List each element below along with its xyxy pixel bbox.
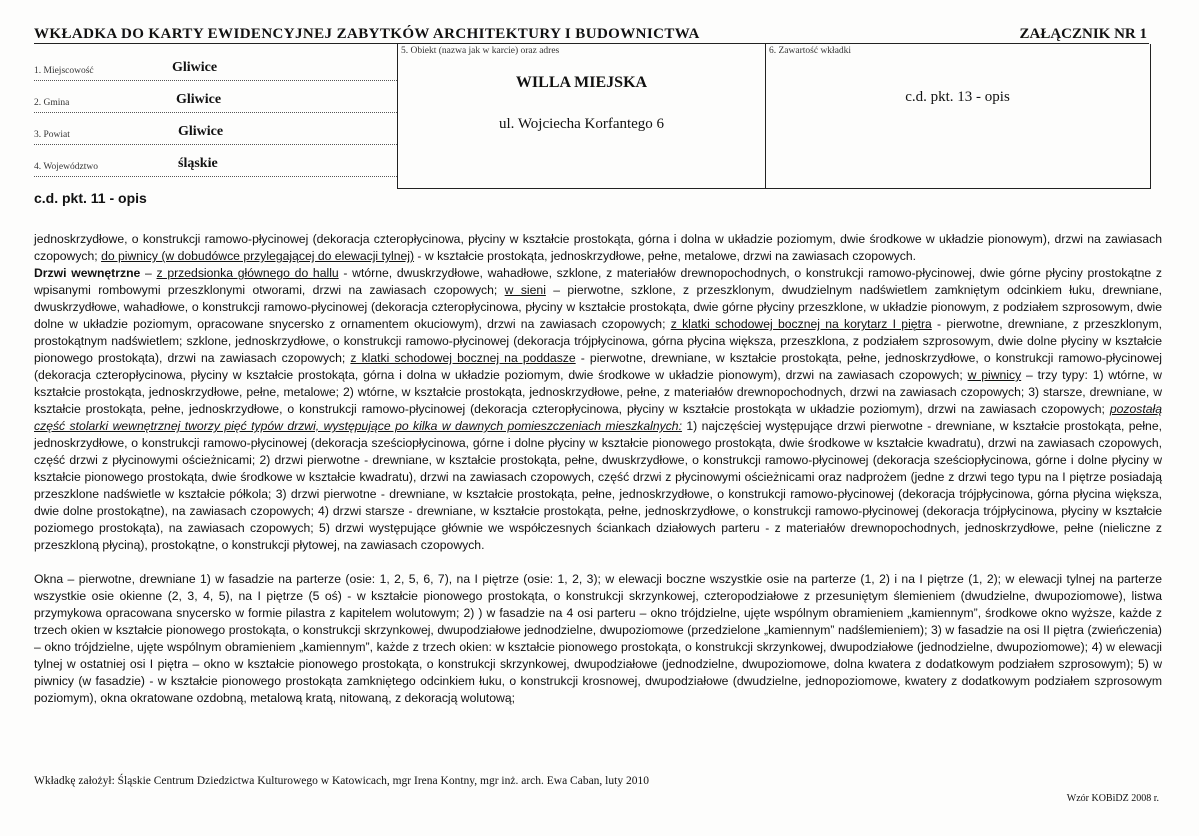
field-divider	[34, 176, 397, 177]
text-segment: 1) najczęściej występujące drzwi pierwotne - drewniane, w kształcie prostokąta, pełne, jednoskrzydłowe, o konstrukcji ramowo-płycinowej (dekoracja sześciopłycinowa, górne i dolne płyciny w kształcie pionowego prostokąta, dwie środkowe w kształcie kwadratu), drzwi na zawiasach czopowych, część drzwi z płycinowymi ościeżnicami; 2) drzwi pierwotne - drewniane, w kształcie prostokąta, pełne, dwuskrzydłowe, o konstrukcji ramowo-płycinowej (dekoracja sześciopłycinowa, górne i dolne płyciny w kształcie pionowego prostokąta, dwie środkowe w kształcie kwadratu), drzwi na zawiasach czopowych, część drzwi z płycinowymi ościeżnicami oraz nadprożem (jedne z drzwi tego typu na I piętrze posiadają przeszklone nadświetle w kształcie półkola; 3) drzwi pierwotne - drewniane, w kształcie prostokąta, pełne, jednoskrzydłowe, o konstrukcji ramowo-płycinowej (dekoracja trójpłycinowa, górna płycina większa, dwie dolne prostokątne), na zawiasach czopowych; 4) drzwi starsze - drewniane, w kształcie prostokąta, pełne, jednoskrzydłowe, o konstrukcji ramowo-płycinowej (dekoracja trójpłycinowa, płyciny w kształcie poziomego prostokąta), na zawiasach czopowych; 5) drzwi występujące głównie we współczesnych ściankach działowych parteru - z materiałów drewnopochodnych, jednoskrzydłowe, pełne (nieliczne z przeszkloną płyciną), prostokątne, o konstrukcji płytowej, na zawiasach czopowych.	[34, 419, 1162, 552]
text-segment: Okna – pierwotne, drewniane 1) w fasadzie na parterze (osie: 1, 2, 5, 6, 7), na I piętrze (osie: 1, 2, 3); w elewacji boczne wszystkie osie na parterze (1, 2) i na I piętrze (1, 2); w elewacji tylnej na parterze wszystkie osie okienne (2, 3, 4, 5), na I piętrze (5 oś) - w kształcie pionowego prostokąta, o konstrukcji skrzynkowej, czteropodziałowe z przesuniętym ślemieniem (dwudzielne, dwupoziomowe), listwa przymykowa opracowana snycersko w formie pilastra z kapitelem wolutowym; 2) ) w fasadzie na 4 osi parteru – okno trójdzielne, ujęte wspólnym obramieniem „kamiennym”, środkowe okno wyższe, każde z trzech okien w kształcie pionowego prostokąta, o konstrukcji skrzynkowej, dwupodziałowe jednodzielne, dwupoziomowe (przedzielone „kamiennym” nadślemieniem); 3) w fasadzie na osi II piętra (zwieńczenia) – okno trójdzielne, ujęte wspólnym obramieniem „kamiennym”, każde z trzech okien: w kształcie pionowego prostokąta, o konstrukcji skrzynkowej, dwupodziałowe (jednodzielne, dwupoziomowe); 4) w elewacji tylnej w ostatniej osi I piętra – okno w kształcie pionowego prostokąta, o konstrukcji skrzynkowej, dwupodziałowe (jednodzielne, dwupoziomowe, dolna kwatera z dodatkowym podziałem szprosowym); 5) w piwnicy (w fasadzie) - w kształcie pionowego prostokąta zamkniętego odcinkiem łuku, o konstrukcji krosnowej, dwupodziałowe (dwudzielne, jednopoziomowe, kwatery z dodatkowym podziałem szprosowym poziomym), okna okratowane ozdobną, metalową kratą, nitowaną, z dekoracją wolutową;	[34, 572, 1162, 705]
wojewodztwo-value: śląskie	[178, 156, 218, 171]
section-heading: c.d. pkt. 11 - opis	[34, 190, 147, 206]
text-segment: –	[140, 266, 157, 280]
footer-template-version: Wzór KOBiDZ 2008 r.	[1066, 793, 1159, 804]
text-segment: - pierwotne, drewniane, w kształcie prostokąta, pełne, jednoskrzydłowe, o konstrukcji ramowo-płycinowej (dekoracja czteropłycinowa, płyciny w kształcie prostokąta, górna i dolna w układzie poziomym, dwie środkowe w układzie pionowym), drzwi na zawiasach czopowych;	[34, 351, 1163, 382]
description-body	[34, 231, 1162, 707]
text-segment: – pierwotne, szklone, z przeszklonym, dwudzielnym nadświetlem zamkniętym odcinkiem łuku, drewniane, dwuskrzydłowe, wahadłowe, o konstrukcji ramowo-płycinowej (dekoracja czteropłycinowa, płyciny w kształcie prostokąta, dwie górne płyciny przeszklone, w układzie pionowym, z podziałem szprosowym, dwie dolne w układzie poziomym, opracowane snycersko z ornamentem okuciowym), drzwi na zawiasach czopowych;	[34, 283, 1162, 331]
text-segment: Drzwi wewnętrzne	[34, 266, 141, 280]
powiat-value: Gliwice	[178, 124, 224, 139]
text-segment: z klatki schodowej bocznej na poddasze	[350, 351, 576, 365]
text-segment: z przedsionka głównego do hallu	[156, 266, 339, 280]
wojewodztwo-label: 4. Województwo	[34, 162, 98, 172]
form-title: WKŁADKA DO KARTY EWIDENCYJNEJ ZABYTKÓW ARCHITEKTURY I BUDOWNICTWA	[34, 26, 700, 42]
insert-content-label: 6. Zawartość wkładki	[769, 46, 852, 56]
miejscowosc-label: 1. Miejscowość	[34, 66, 94, 76]
object-address: ul. Wojciecha Korfantego 6	[498, 116, 665, 132]
annex-label: ZAŁĄCZNIK NR 1	[1019, 26, 1147, 42]
text-segment: do piwnicy (w dobudówce przylegającej do elewacji tylnej)	[101, 249, 415, 263]
miejscowosc-value: Gliwice	[172, 60, 218, 75]
insert-content-value: c.d. pkt. 13 - opis	[905, 89, 1010, 105]
powiat-label: 3. Powiat	[34, 130, 70, 140]
paragraph-doors-interior	[34, 265, 1162, 554]
text-segment: - wtórne, dwuskrzydłowe, wahadłowe, szklone, z materiałów drewnopochodnych, o konstrukcji ramowo-płycinowej, dwie górne płyciny prostokątne z wpisanymi rombowymi przeszklonymi otworami, drzwi na zawiasach czopowych;	[34, 266, 1162, 297]
text-segment: - w kształcie prostokąta, jednoskrzydłowe, pełne, metalowe, drzwi na zawiasach czopowych.	[414, 249, 916, 263]
paragraph-doors-exterior	[34, 231, 1162, 265]
text-segment: pozostałą część stolarki wewnętrznej tworzy pięć typów drzwi, występujące po kilka w dawnych pomieszczeniach mieszkalnych:	[34, 402, 1162, 433]
text-segment: w sieni	[504, 283, 546, 297]
object-label: 5. Obiekt (nazwa jak w karcie) oraz adres	[401, 46, 560, 56]
gmina-label: 2. Gmina	[34, 98, 70, 108]
text-segment: jednoskrzydłowe, o konstrukcji ramowo-płycinowej (dekoracja czteropłycinowa, płyciny w kształcie prostokąta, górna i dolna w układzie poziomym, dwie środkowe w układzie pionowym), drzwi na zawiasach czopowych;	[34, 232, 1162, 263]
text-segment: - pierwotne, drewniane, z przeszklonym, prostokątnym nadświetlem; szklone, jednoskrzydłowe, o konstrukcji ramowo-płycinowej (dekoracja trójpłycinowa, górna płycina większa, przeszklona, z podziałem szprosowym, dwie dolne płyciny w kształcie pionowego prostokąta), drzwi na zawiasach czopowych;	[34, 317, 1162, 365]
text-segment: – trzy typy: 1) wtórne, w kształcie prostokąta, jednoskrzydłowe, pełne, metalowe; 2) wtórne, w kształcie prostokąta, jednoskrzydłowe, pełne, z materiałów drewnopochodnych, drzwi na zawiasach czopowych; 3) starsze, drewniane, w kształcie prostokąta, pełne, jednoskrzydłowe, o konstrukcji ramowo-płycinowej (dekoracja czteropłycinowa, płyciny w kształcie prostokąta w układzie poziomym), drzwi na zawiasach czopowych;	[34, 368, 1162, 416]
text-segment: z klatki schodowej bocznej na korytarz I piętra	[670, 317, 932, 331]
gmina-value: Gliwice	[176, 92, 222, 107]
object-name: WILLA MIEJSKA	[515, 74, 648, 91]
column-divider	[765, 44, 766, 188]
paragraph-windows	[34, 571, 1162, 707]
field-divider	[34, 112, 397, 113]
field-divider	[34, 80, 397, 81]
text-segment: w piwnicy	[967, 368, 1022, 382]
field-divider	[34, 144, 397, 145]
footer-author: Wkładkę założył: Śląskie Centrum Dziedzictwa Kulturowego w Katowicach, mgr Irena Kontny, mgr inż. arch. Ewa Caban, luty 2010	[34, 775, 649, 787]
